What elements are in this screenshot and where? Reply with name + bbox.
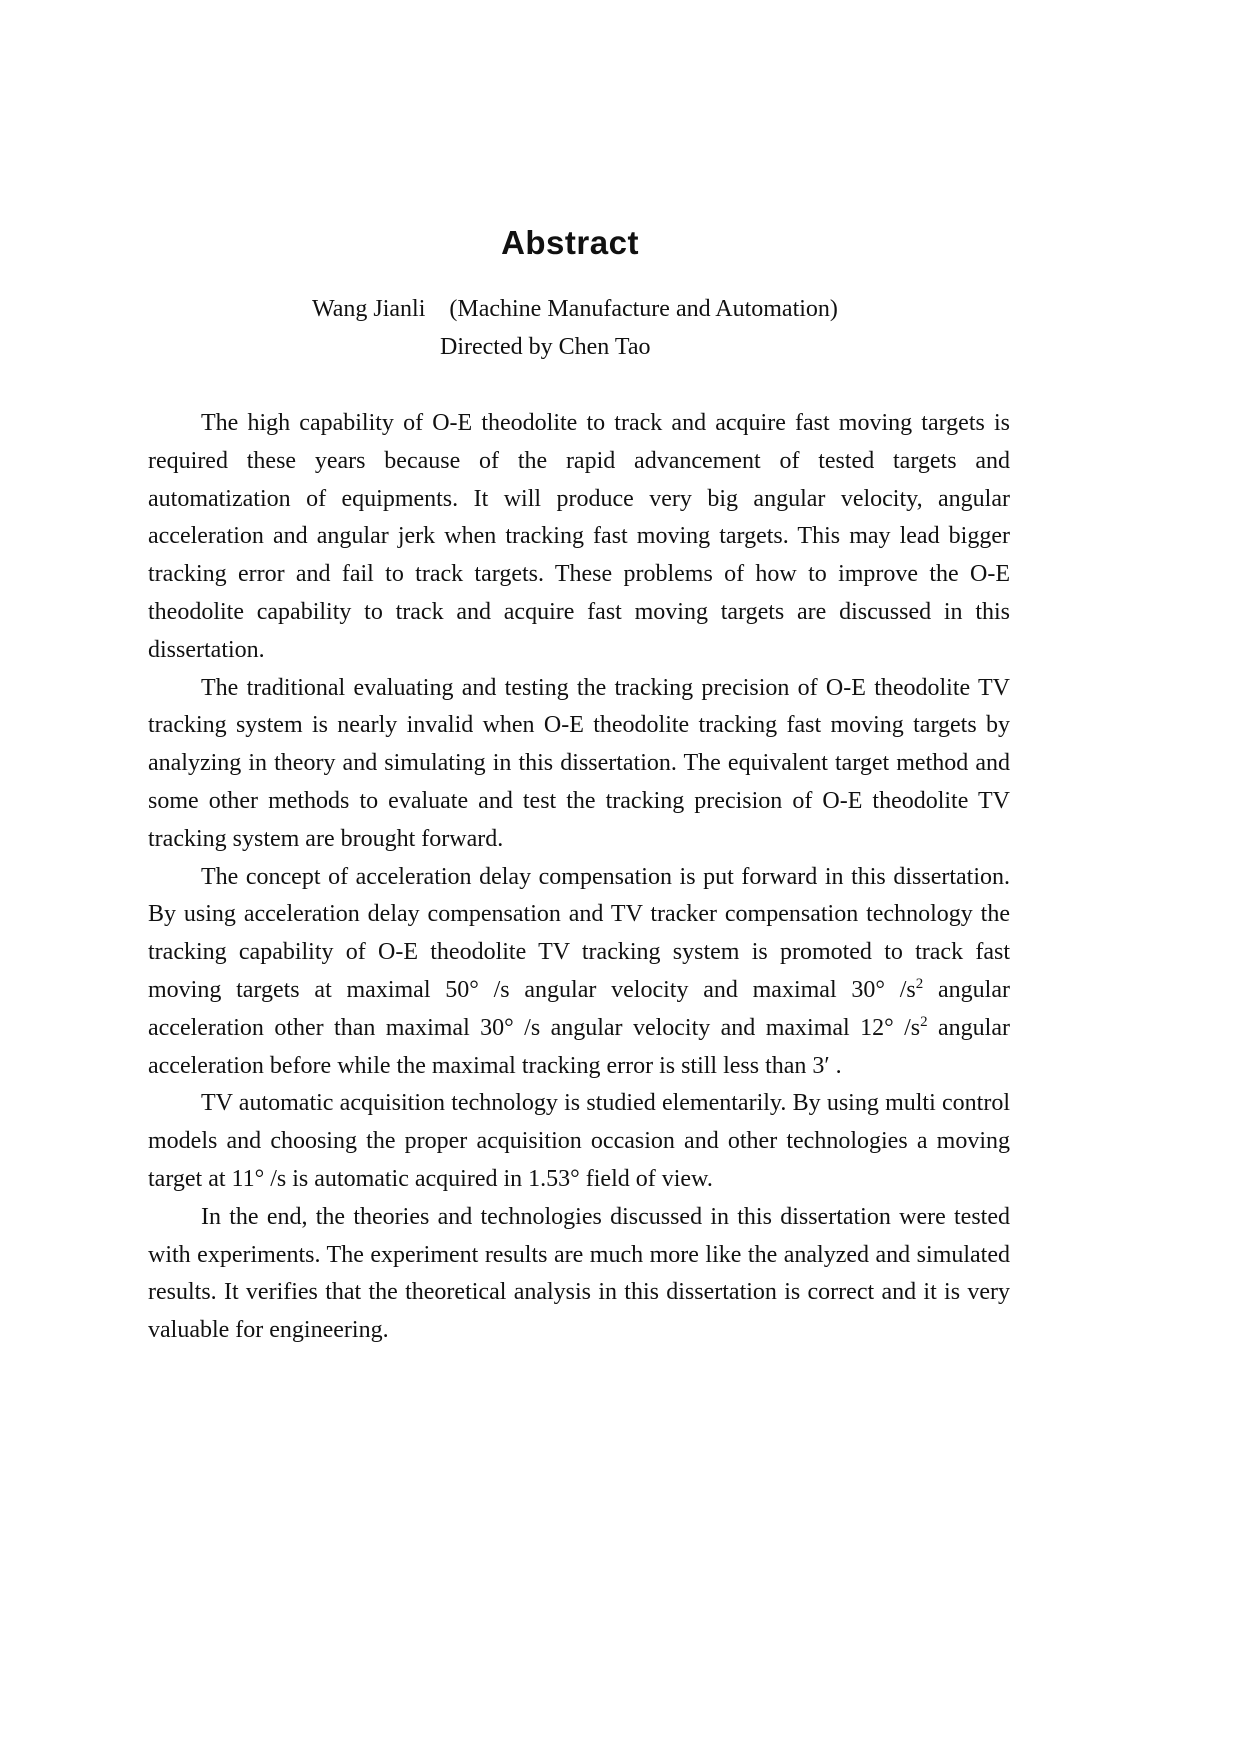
- paragraph-3-text-part-1: The concept of acceleration delay compensation is put forward in this dissertation. By using acceleration delay compensation and TV tracker compensation technology the tracking capability of O-E theodolite TV tracking system is promoted to track fast moving targets at maximal 50° /s angular velocity and maximal 30° /s: [148, 863, 1010, 1003]
- abstract-title: Abstract: [501, 224, 639, 261]
- director-line: Directed by Chen Tao: [440, 334, 651, 360]
- abstract-paragraph-4: TV automatic acquisition technology is studied elementarily. By using multi control models and choosing the proper acquisition occasion and other technologies a moving target at 11° /s is automatic acquired in 1.53° field of view.: [148, 1090, 1010, 1192]
- squared-superscript: 2: [915, 975, 924, 992]
- abstract-paragraph-2: The traditional evaluating and testing the tracking precision of O-E theodolite TV tracking system is nearly invalid when O-E theodolite tracking fast moving targets by analyzing in theory and simulating in this dissertation. The equivalent target method and some other methods to evaluate and test the tracking precision of O-E theodolite TV tracking system are brought forward.: [148, 674, 1010, 852]
- abstract-paragraph-3: [148, 859, 1010, 1086]
- squared-superscript: 2: [920, 1013, 928, 1030]
- paragraph-3-text-part-3: angular acceleration before while the maximal tracking error is still less than 3′ .: [148, 1014, 1010, 1079]
- paragraph-3-text-part-2: angular acceleration other than maximal 30° /s angular velocity and maximal 12° /s: [148, 976, 1010, 1041]
- abstract-paragraph-5: In the end, the theories and technologies discussed in this dissertation were tested with experiments. The experiment results are much more like the analyzed and simulated results. It verifies that the theoretical analysis in this dissertation is correct and it is very valuable for engineering.: [148, 1203, 1010, 1344]
- abstract-body: [148, 405, 1010, 1350]
- author-line: Wang Jianli (Machine Manufacture and Automation): [312, 296, 838, 322]
- abstract-paragraph-1: The high capability of O-E theodolite to track and acquire fast moving targets is required these years because of the rapid advancement of tested targets and automatization of equipments. It will produce very big angular velocity, angular acceleration and angular jerk when tracking fast moving targets. This may lead bigger tracking error and fail to track targets. These problems of how to improve the O-E theodolite capability to track and acquire fast moving targets are discussed in this dissertation.: [148, 410, 1010, 663]
